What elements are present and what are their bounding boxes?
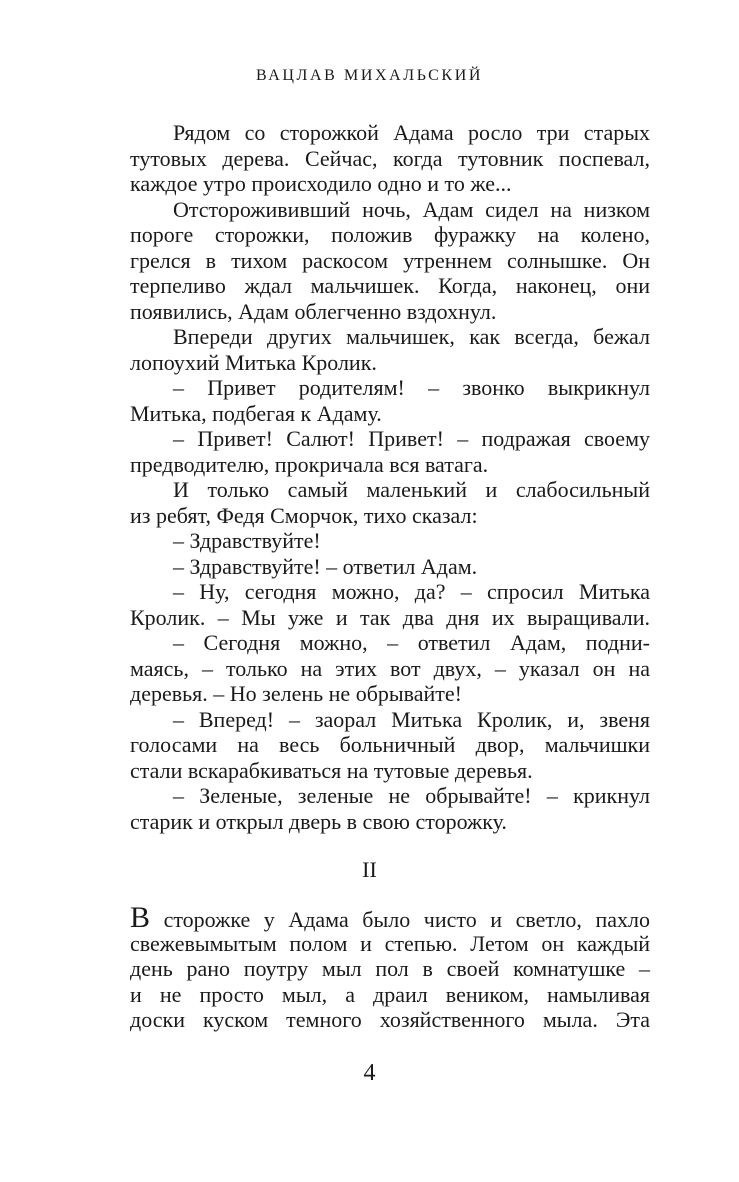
text-line: Впереди других мальчишек, как всегда, бежал xyxy=(173,324,650,349)
text-line: – Привет! Салют! Привет! – подражая своему xyxy=(173,426,650,451)
text-line: – Вперед! – заорал Митька Кролик, и, звеня xyxy=(173,706,650,732)
text-line: пороге сторожки, положив фуражку на колено, xyxy=(130,222,650,247)
text-line: деревья. – Но зелень не обрывайте! xyxy=(130,681,463,706)
text-line: из ребят, Федя Сморчок, тихо сказал: xyxy=(130,502,478,528)
text-line: голосами на весь больничный двор, мальчишки xyxy=(130,732,650,757)
text-line: Митька, подбегая к Адаму. xyxy=(130,400,382,426)
text-line: – Здравствуйте! – ответил Адам. xyxy=(173,553,478,579)
text-line: старик и открыл дверь в свою сторожку. xyxy=(130,808,507,834)
text-line: и не просто мыл, а драил веником, намыливая xyxy=(130,981,650,1007)
chapter-text xyxy=(130,901,650,1033)
text-line: – Здравствуйте! xyxy=(173,528,321,553)
text-line: – Сегодня можно, – ответил Адам, подни- xyxy=(173,630,650,655)
text-line: – Зеленые, зеленые не обрывайте! – крикнул xyxy=(173,783,650,808)
text-line: Отсторожививший ночь, Адам сидел на низком xyxy=(173,196,650,222)
text-line: – Привет родителям! – звонко выкрикнул xyxy=(173,375,650,400)
chapter-heading: II xyxy=(362,857,377,882)
text-line: появились, Адам облегченно вздохнул. xyxy=(130,298,497,324)
text-line: день рано поутру мыл пол в своей комнатушке – xyxy=(130,956,650,981)
text-line: лопоухий Митька Кролик. xyxy=(130,349,377,375)
drop-cap: В xyxy=(130,901,151,934)
text-line: Кролик. – Мы уже и так два дня их выращивали. xyxy=(130,604,650,630)
text-line-rest: сторожке у Адама было чисто и светло, пахло xyxy=(150,907,650,932)
text-line: – Ну, сегодня можно, да? – спросил Митька xyxy=(173,579,650,604)
text-line: И только самый маленький и слабосильный xyxy=(173,477,650,502)
body-text xyxy=(130,120,650,834)
text-line: каждое утро происходило одно и то же... xyxy=(130,171,512,196)
text-line: Рядом со сторожкой Адама росло три старых xyxy=(173,120,650,145)
text-line: предводителю, прокричала вся ватага. xyxy=(130,451,489,477)
text-line-first xyxy=(130,901,650,934)
text-line: маясь, – только на этих вот двух, – указал он на xyxy=(130,655,650,681)
text-line: терпеливо ждал мальчишек. Когда, наконец, они xyxy=(130,273,650,298)
text-line: стали вскарабкиваться на тутовые деревья. xyxy=(130,757,533,783)
page-number: 4 xyxy=(363,1060,376,1086)
text-line: тутовых дерева. Сейчас, когда тутовник поспевал, xyxy=(130,145,650,171)
text-line: доски куском темного хозяйственного мыла. Эта xyxy=(130,1007,650,1032)
text-line: грелся в тихом раскосом утреннем солнышке. Он xyxy=(130,247,650,273)
text-line: свежевымытым полом и степью. Летом он каждый xyxy=(130,930,650,956)
running-head: ВАЦЛАВ МИХАЛЬСКИЙ xyxy=(255,67,484,84)
